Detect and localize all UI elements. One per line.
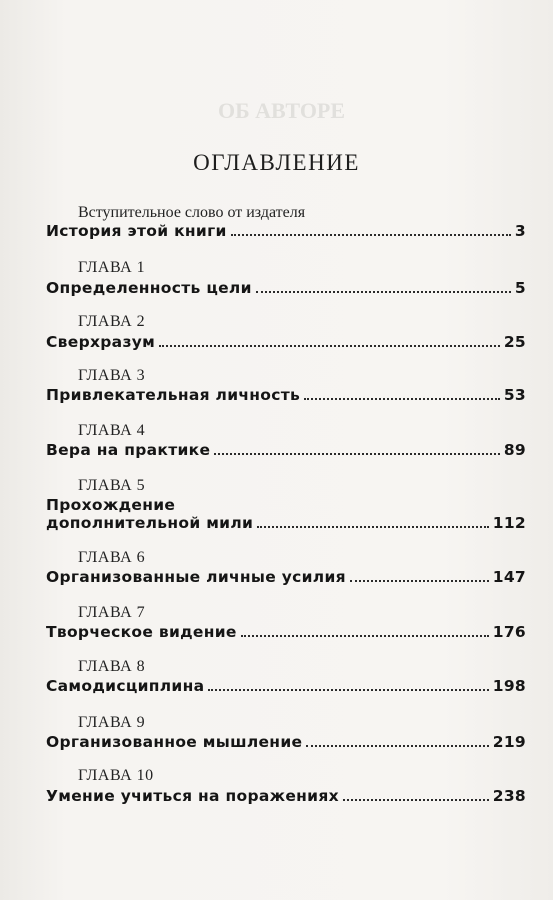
chapter-label: ГЛАВА 4 bbox=[78, 422, 146, 439]
toc-entry[interactable] bbox=[46, 623, 526, 641]
leader-dots bbox=[241, 634, 489, 637]
leader-dots bbox=[304, 397, 500, 400]
toc-entry[interactable] bbox=[46, 677, 526, 695]
toc-intro: Вступительное слово от издателя bbox=[78, 204, 306, 221]
entry-page: 238 bbox=[492, 787, 526, 805]
entry-page: 89 bbox=[503, 441, 526, 459]
entry-title: Вера на практике bbox=[46, 441, 211, 459]
toc-entry[interactable] bbox=[46, 441, 526, 459]
chapter-label: ГЛАВА 3 bbox=[78, 367, 146, 384]
chapter-label: ГЛАВА 6 bbox=[78, 549, 146, 566]
leader-dots bbox=[208, 688, 488, 691]
entry-page: 147 bbox=[492, 568, 526, 586]
leader-dots bbox=[159, 344, 500, 347]
entry-page: 219 bbox=[492, 733, 526, 751]
entry-page: 25 bbox=[503, 333, 526, 351]
entry-title: Умение учиться на поражениях bbox=[46, 787, 339, 805]
leader-dots bbox=[306, 744, 488, 747]
toc-entry[interactable] bbox=[46, 787, 526, 805]
entry-title: Сверхразум bbox=[46, 333, 156, 351]
entry-page: 3 bbox=[514, 222, 526, 240]
toc-title: ОГЛАВЛЕНИЕ bbox=[193, 150, 360, 175]
leader-dots bbox=[343, 798, 489, 801]
chapter-label: ГЛАВА 5 bbox=[78, 477, 146, 494]
toc-entry[interactable] bbox=[46, 279, 526, 297]
chapter-label: ГЛАВА 10 bbox=[78, 767, 154, 784]
chapter-label: ГЛАВА 7 bbox=[78, 604, 146, 621]
toc-entry[interactable] bbox=[46, 733, 526, 751]
chapter-label: ГЛАВА 2 bbox=[78, 313, 146, 330]
entry-title: Творческое видение bbox=[46, 623, 237, 641]
entry-page: 5 bbox=[514, 279, 526, 297]
entry-page: 53 bbox=[503, 386, 526, 404]
entry-page: 198 bbox=[492, 677, 526, 695]
bleed-through-heading: ОБ АВТОРЕ bbox=[218, 98, 346, 123]
entry-title: Организованные личные усилия bbox=[46, 568, 346, 586]
chapter-label: ГЛАВА 9 bbox=[78, 714, 146, 731]
toc-entry[interactable] bbox=[46, 496, 526, 532]
entry-page: 112 bbox=[492, 514, 526, 532]
toc-entry[interactable] bbox=[46, 222, 526, 240]
entry-page: 176 bbox=[492, 623, 526, 641]
leader-dots bbox=[257, 525, 489, 528]
entry-title: Организованное мышление bbox=[46, 733, 303, 751]
leader-dots bbox=[350, 579, 489, 582]
toc-entry[interactable] bbox=[46, 386, 526, 404]
chapter-label: ГЛАВА 1 bbox=[78, 259, 146, 276]
entry-title-line1: Прохождение bbox=[46, 496, 176, 514]
entry-title: История этой книги bbox=[46, 222, 227, 240]
leader-dots bbox=[231, 233, 511, 236]
leader-dots bbox=[214, 452, 500, 455]
toc-entry[interactable] bbox=[46, 568, 526, 586]
chapter-label: ГЛАВА 8 bbox=[78, 658, 146, 675]
entry-title: Определенность цели bbox=[46, 279, 252, 297]
entry-title-line2: дополнительной мили bbox=[46, 514, 254, 532]
entry-title: Привлекательная личность bbox=[46, 386, 301, 404]
entry-title: Самодисциплина bbox=[46, 677, 205, 695]
leader-dots bbox=[256, 290, 511, 293]
toc-entry[interactable] bbox=[46, 333, 526, 351]
